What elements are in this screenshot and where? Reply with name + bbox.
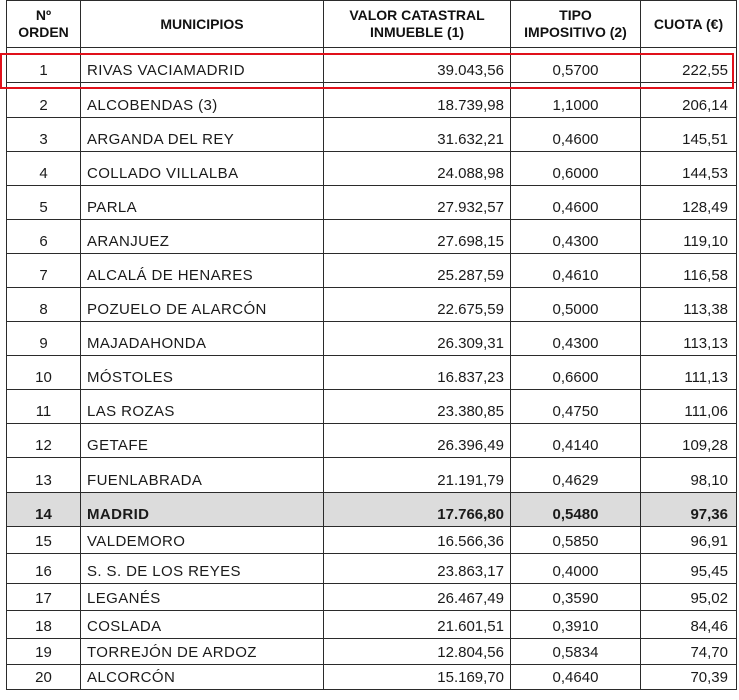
table-header-row (7, 1, 737, 48)
cell-orden: 19 (7, 639, 81, 665)
cell-tipo-impositivo: 0,4140 (511, 424, 641, 458)
cell-cuota: 113,38 (641, 288, 737, 322)
cell-valor-catastral: 21.191,79 (324, 458, 511, 493)
cell-tipo-impositivo: 1,1000 (511, 83, 641, 118)
cell-municipio: TORREJÓN DE ARDOZ (81, 639, 324, 665)
ibi-ranking-table (6, 0, 737, 690)
cell-tipo-impositivo: 0,4300 (511, 322, 641, 356)
cell-valor-catastral: 17.766,80 (324, 493, 511, 527)
cell-municipio: ARGANDA DEL REY (81, 118, 324, 152)
cell-municipio: FUENLABRADA (81, 458, 324, 493)
cell-municipio: ALCALÁ DE HENARES (81, 254, 324, 288)
table-row (7, 220, 737, 254)
cell-tipo-impositivo: 0,5700 (511, 48, 641, 83)
cell-tipo-impositivo: 0,4600 (511, 118, 641, 152)
cell-municipio: MÓSTOLES (81, 356, 324, 390)
cell-cuota: 116,58 (641, 254, 737, 288)
table-row (7, 254, 737, 288)
header-tipo-impositivo: TIPO IMPOSITIVO (2) (511, 1, 641, 48)
header-orden: Nº ORDEN (7, 1, 81, 48)
cell-orden: 16 (7, 554, 81, 584)
table-row (7, 527, 737, 554)
cell-cuota: 98,10 (641, 458, 737, 493)
cell-cuota: 84,46 (641, 611, 737, 639)
cell-municipio: GETAFE (81, 424, 324, 458)
cell-municipio: LAS ROZAS (81, 390, 324, 424)
cell-municipio: ALCORCÓN (81, 665, 324, 690)
table-row (7, 424, 737, 458)
header-valor-catastral: VALOR CATASTRAL INMUEBLE (1) (324, 1, 511, 48)
cell-orden: 15 (7, 527, 81, 554)
cell-cuota: 113,13 (641, 322, 737, 356)
cell-valor-catastral: 21.601,51 (324, 611, 511, 639)
cell-orden: 6 (7, 220, 81, 254)
cell-cuota: 222,55 (641, 48, 737, 83)
cell-valor-catastral: 22.675,59 (324, 288, 511, 322)
table-row (7, 458, 737, 493)
cell-valor-catastral: 27.698,15 (324, 220, 511, 254)
cell-valor-catastral: 39.043,56 (324, 48, 511, 83)
table-row (7, 186, 737, 220)
cell-tipo-impositivo: 0,4000 (511, 554, 641, 584)
cell-cuota: 111,13 (641, 356, 737, 390)
cell-municipio: RIVAS VACIAMADRID (81, 48, 324, 83)
cell-cuota: 95,45 (641, 554, 737, 584)
table-body (7, 48, 737, 690)
cell-municipio: COSLADA (81, 611, 324, 639)
cell-cuota: 119,10 (641, 220, 737, 254)
table-row (7, 356, 737, 390)
cell-municipio: S. S. DE LOS REYES (81, 554, 324, 584)
cell-orden: 3 (7, 118, 81, 152)
cell-tipo-impositivo: 0,5480 (511, 493, 641, 527)
cell-tipo-impositivo: 0,5000 (511, 288, 641, 322)
cell-valor-catastral: 16.566,36 (324, 527, 511, 554)
cell-municipio: POZUELO DE ALARCÓN (81, 288, 324, 322)
cell-cuota: 145,51 (641, 118, 737, 152)
cell-tipo-impositivo: 0,6000 (511, 152, 641, 186)
cell-cuota: 128,49 (641, 186, 737, 220)
cell-tipo-impositivo: 0,4750 (511, 390, 641, 424)
cell-municipio: COLLADO VILLALBA (81, 152, 324, 186)
cell-orden: 9 (7, 322, 81, 356)
table-row (7, 493, 737, 527)
cell-tipo-impositivo: 0,4600 (511, 186, 641, 220)
cell-municipio: ARANJUEZ (81, 220, 324, 254)
header-cuota: CUOTA (€) (641, 1, 737, 48)
cell-tipo-impositivo: 0,4640 (511, 665, 641, 690)
cell-orden: 12 (7, 424, 81, 458)
table-row (7, 48, 737, 83)
cell-orden: 14 (7, 493, 81, 527)
cell-tipo-impositivo: 0,5834 (511, 639, 641, 665)
cell-cuota: 74,70 (641, 639, 737, 665)
table-row (7, 554, 737, 584)
cell-tipo-impositivo: 0,5850 (511, 527, 641, 554)
table-row (7, 118, 737, 152)
cell-orden: 8 (7, 288, 81, 322)
cell-orden: 20 (7, 665, 81, 690)
table-row (7, 665, 737, 690)
cell-tipo-impositivo: 0,3590 (511, 584, 641, 611)
cell-orden: 5 (7, 186, 81, 220)
cell-municipio: LEGANÉS (81, 584, 324, 611)
cell-cuota: 144,53 (641, 152, 737, 186)
cell-valor-catastral: 31.632,21 (324, 118, 511, 152)
cell-orden: 2 (7, 83, 81, 118)
cell-municipio: PARLA (81, 186, 324, 220)
cell-tipo-impositivo: 0,4610 (511, 254, 641, 288)
cell-orden: 18 (7, 611, 81, 639)
cell-tipo-impositivo: 0,4300 (511, 220, 641, 254)
cell-valor-catastral: 15.169,70 (324, 665, 511, 690)
cell-municipio: ALCOBENDAS (3) (81, 83, 324, 118)
cell-municipio: VALDEMORO (81, 527, 324, 554)
cell-valor-catastral: 23.863,17 (324, 554, 511, 584)
cell-valor-catastral: 16.837,23 (324, 356, 511, 390)
cell-cuota: 96,91 (641, 527, 737, 554)
cell-cuota: 95,02 (641, 584, 737, 611)
cell-cuota: 109,28 (641, 424, 737, 458)
cell-tipo-impositivo: 0,3910 (511, 611, 641, 639)
cell-municipio: MADRID (81, 493, 324, 527)
table-row (7, 83, 737, 118)
cell-valor-catastral: 24.088,98 (324, 152, 511, 186)
cell-valor-catastral: 23.380,85 (324, 390, 511, 424)
cell-orden: 11 (7, 390, 81, 424)
cell-orden: 10 (7, 356, 81, 390)
cell-cuota: 206,14 (641, 83, 737, 118)
cell-valor-catastral: 12.804,56 (324, 639, 511, 665)
table-row (7, 639, 737, 665)
cell-valor-catastral: 18.739,98 (324, 83, 511, 118)
cell-valor-catastral: 25.287,59 (324, 254, 511, 288)
cell-cuota: 97,36 (641, 493, 737, 527)
cell-orden: 1 (7, 48, 81, 83)
cell-municipio: MAJADAHONDA (81, 322, 324, 356)
cell-valor-catastral: 27.932,57 (324, 186, 511, 220)
cell-orden: 17 (7, 584, 81, 611)
header-municipios: MUNICIPIOS (81, 1, 324, 48)
table-row (7, 584, 737, 611)
table-row (7, 288, 737, 322)
cell-orden: 7 (7, 254, 81, 288)
table-row (7, 611, 737, 639)
table-row (7, 152, 737, 186)
cell-orden: 13 (7, 458, 81, 493)
table-row (7, 322, 737, 356)
cell-valor-catastral: 26.309,31 (324, 322, 511, 356)
cell-cuota: 70,39 (641, 665, 737, 690)
table-row (7, 390, 737, 424)
cell-tipo-impositivo: 0,4629 (511, 458, 641, 493)
cell-valor-catastral: 26.396,49 (324, 424, 511, 458)
cell-orden: 4 (7, 152, 81, 186)
cell-valor-catastral: 26.467,49 (324, 584, 511, 611)
cell-cuota: 111,06 (641, 390, 737, 424)
cell-tipo-impositivo: 0,6600 (511, 356, 641, 390)
